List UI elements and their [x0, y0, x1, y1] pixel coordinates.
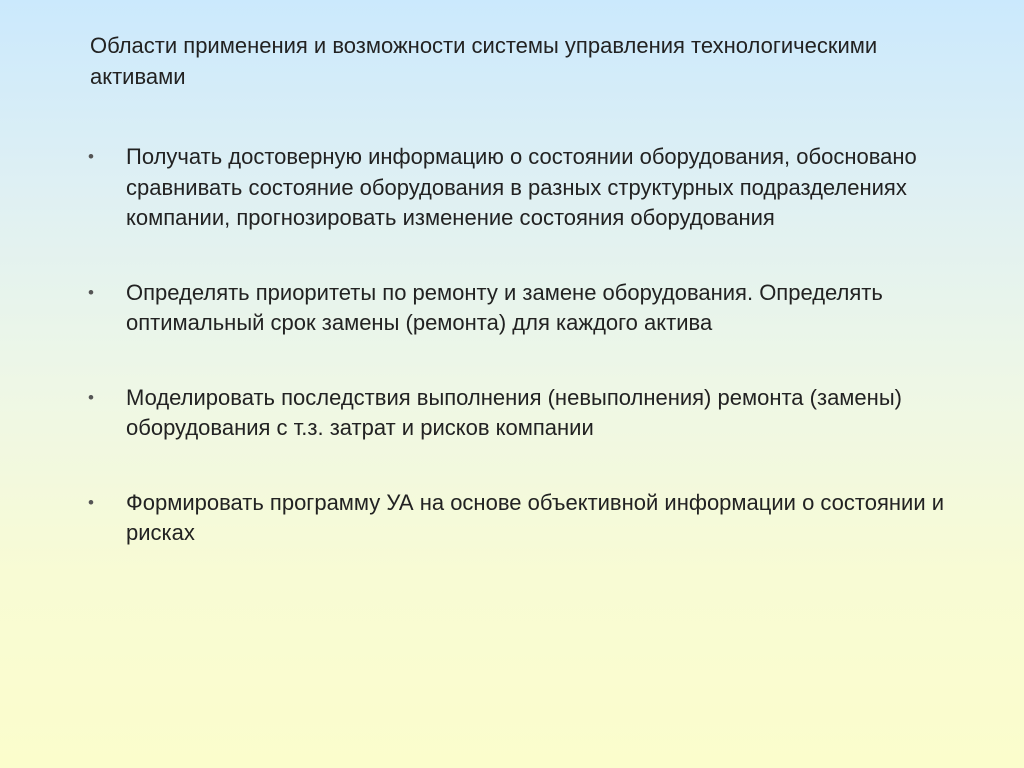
bullet-item [88, 488, 958, 549]
bullet-item [88, 278, 958, 339]
bullet-icon: • [88, 492, 94, 512]
bullet-text: Получать достоверную информацию о состоянии оборудования, обосновано сравнивать состояние оборудования в разных структурных подразделениях компании, прогнозировать изменение состояния оборудования [126, 144, 917, 230]
bullet-item [88, 142, 958, 234]
bullet-text: Определять приоритеты по ремонту и замене оборудования. Определять оптимальный срок замены (ремонта) для каждого актива [126, 279, 883, 335]
bullet-item [88, 383, 958, 444]
bullet-text: Формировать программу УА на основе объективной информации о состоянии и рисках [126, 489, 945, 545]
slide-title: Области применения и возможности системы управления технологическими активами [90, 33, 878, 89]
bullet-icon: • [88, 147, 94, 166]
bullet-icon: • [88, 282, 94, 302]
bullet-list [88, 142, 958, 549]
bullet-icon: • [88, 387, 94, 407]
bullet-text: Моделировать последствия выполнения (невыполнения) ремонта (замены) оборудования с т.з. затрат и рисков компании [126, 384, 902, 440]
